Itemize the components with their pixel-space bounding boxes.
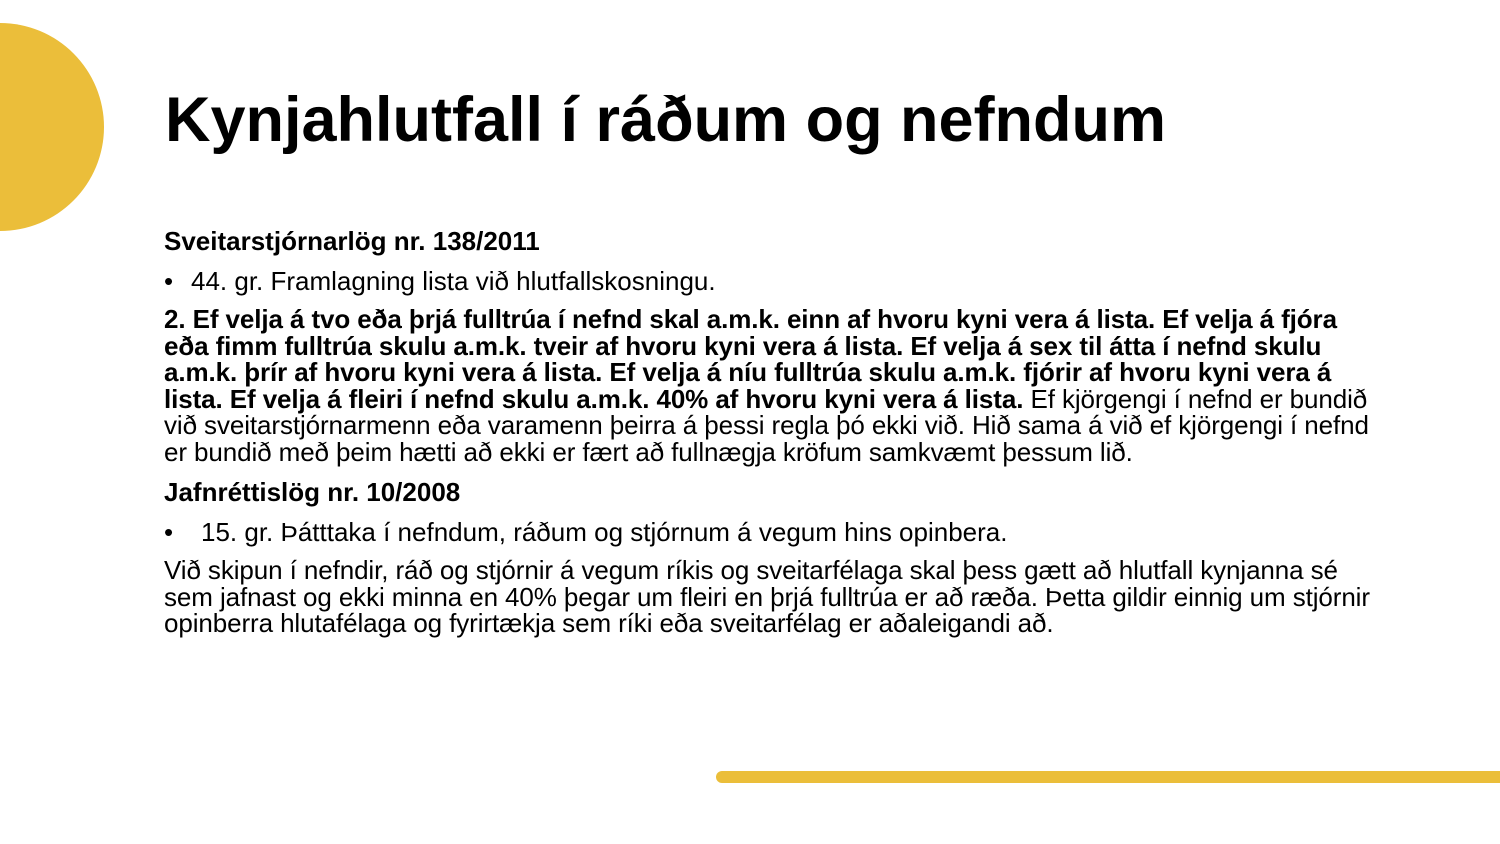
bullet-text: 15. gr. Þátttaka í nefndum, ráðum og stjórnum á vegum hins opinbera. [201,517,1008,547]
law-paragraph [164,306,1384,465]
bullet-dot: • [164,517,174,547]
law-heading-jafnrettislog: Jafnréttislög nr. 10/2008 [164,477,461,507]
bullet-item [164,264,1384,298]
slide-title: Kynjahlutfall í ráðum og nefndum [165,85,1167,155]
decorative-circle [0,23,104,231]
bullet-item [164,515,1384,549]
law-heading-sveitarstjornarlog: Sveitarstjórnarlög nr. 138/2011 [164,226,540,256]
law-paragraph: Við skipun í nefndir, ráð og stjórnir á vegum ríkis og sveitarfélaga skal þess gætt að hlutfall kynjanna sé sem jafnast og ekki minna en 40% þegar um fleiri en þrjá fulltrúa er að ræða. Þetta gildir einnig um stjórnir opinberra hlutafélaga og fyrirtækja sem ríki eða sveitarfélag er aðaleigandi að. [164,555,1370,638]
bullet-dot: • [164,266,174,296]
law-paragraph-normal: Ef kjörgengi í nefnd er bundið við sveitarstjórnarmenn eða varamenn þeirra á þessi regla þó ekki við. Hið sama á við ef kjörgengi í nefnd er bundið með þeim hætti að ekki er fært að fullnægja kröfum samkvæmt þessum lið. [164,383,1369,467]
law-paragraph-bold: 2. Ef velja á tvo eða þrjá fulltrúa í nefnd skal a.m.k. einn af hvoru kyni vera á lista. Ef velja á fjóra eða fimm fulltrúa skulu a.m.k. tveir af hvoru kyni vera á lista. Ef velja á sex til átta í nefnd skulu a.m.k. þrír af hvoru kyni vera á lista. Ef velja á níu fulltrúa skulu a.m.k. fjórir af hvoru kyni vera á lista. Ef velja á fleiri í nefnd skulu a.m.k. 40% af hvoru kyni vera á lista. [164,304,1337,414]
decorative-bar [716,771,1500,783]
bullet-text: 44. gr. Framlagning lista við hlutfallskosningu. [191,266,716,296]
slide-content [164,224,1384,637]
